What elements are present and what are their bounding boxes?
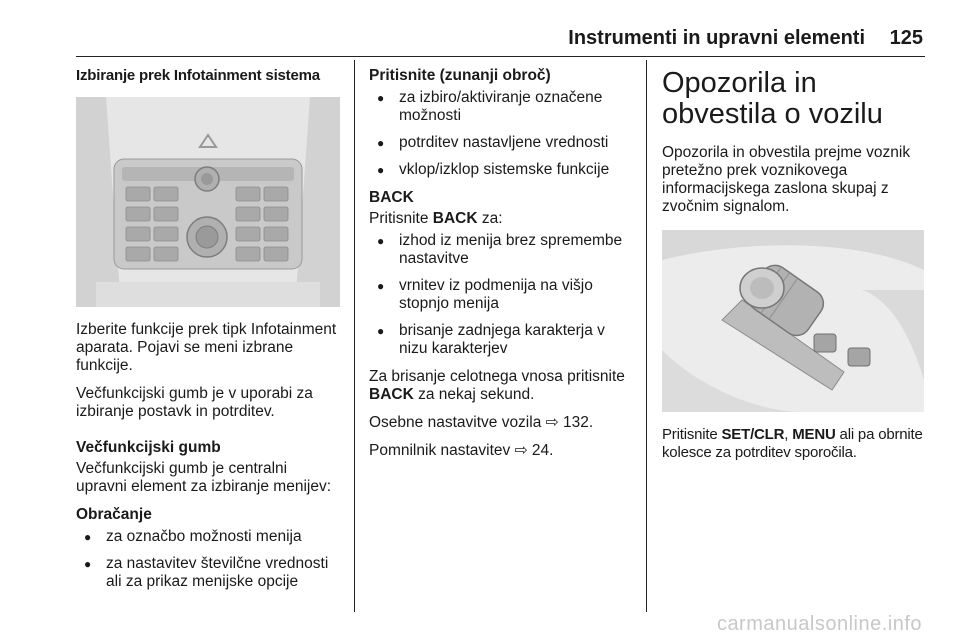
column-1: [76, 60, 342, 601]
list-item: ● za označbo možnosti menija: [76, 528, 342, 546]
section-heading-warnings: Opozorila in obvestila o vozilu: [662, 67, 883, 130]
key-label-menu: MENU: [792, 426, 836, 443]
list-press: [369, 89, 637, 179]
paragraph-settings-memory: [369, 442, 637, 460]
page-header: [0, 0, 960, 60]
list-item: ● potrditev nastavljene vrednosti: [369, 134, 637, 152]
page-reference-link[interactable]: 132.: [562, 414, 594, 431]
paragraph-press-back: [369, 210, 637, 228]
text-fragment: Pomnilnik nastavitev: [369, 442, 511, 459]
section-heading-infotainment: Izbiranje prek Infotainment sistema: [76, 67, 320, 84]
column-divider-left: [354, 60, 355, 612]
page-reference-link[interactable]: 24.: [531, 442, 554, 459]
text-fragment: za nekaj sekund.: [413, 386, 535, 403]
page-number: 125: [889, 27, 923, 49]
list-back: [369, 232, 637, 358]
page-reference-arrow-icon: ⇨: [545, 414, 559, 431]
key-label-back: BACK: [369, 386, 414, 403]
list-item: ● za nastavitev številčne vrednosti ali za prikaz menijske opcije: [76, 555, 342, 591]
paragraph-multifunction-usage: Večfunkcijski gumb je v uporabi za izbiranje postavk in potrditev.: [76, 385, 313, 420]
paragraph-warnings-intro: Opozorila in obvestila prejme voznik pretežno prek voznikovega informacijskega zaslona skupaj z zvočnim signalom.: [662, 144, 911, 215]
list-item: ● vrnitev iz podmenija na višjo stopnjo menija: [369, 277, 637, 313]
subheading-multifunction-knob: Večfunkcijski gumb: [76, 439, 221, 456]
subheading-back: BACK: [369, 189, 414, 206]
text-fragment: Pritisnite: [662, 426, 722, 443]
subheading-press-outer-ring: Pritisnite (zunanji obroč): [369, 67, 551, 84]
key-label-set-clr: SET/CLR: [721, 426, 785, 443]
list-item: ● izhod iz menija brez spremembe nastavitve: [369, 232, 637, 268]
text-fragment: za:: [477, 210, 503, 227]
paragraph-delete-entry: [369, 368, 637, 404]
column-divider-right: [646, 60, 647, 612]
text-fragment: Osebne nastavitve vozila: [369, 414, 542, 431]
column-3: [662, 60, 926, 472]
paragraph-multifunction-central: Večfunkcijski gumb je centralni upravni element za izbiranje menijev:: [76, 460, 332, 495]
stalk-control-image: [662, 230, 924, 412]
list-item: ● brisanje zadnjega karakterja v nizu karakterjev: [369, 322, 637, 358]
list-item: ● za izbiro/aktiviranje označene možnosti: [369, 89, 637, 125]
key-label-back: BACK: [432, 210, 478, 227]
header-title: Instrumenti in upravni elementi: [568, 27, 865, 49]
text-fragment: Pritisnite: [369, 210, 433, 227]
text-fragment: ,: [784, 426, 793, 443]
infotainment-panel-image: [76, 97, 340, 307]
text-fragment: ali pa obrnite kolesce za potrditev sporočila.: [662, 426, 923, 461]
stalk-control-figure: [662, 230, 924, 412]
watermark: carmanualsonline.info: [716, 613, 922, 635]
paragraph-vehicle-settings: [369, 414, 637, 432]
column-2: [369, 60, 637, 470]
paragraph-confirm-message: [662, 426, 926, 462]
header-rule: [76, 56, 925, 57]
list-item: ● vklop/izklop sistemske funkcije: [369, 161, 637, 179]
paragraph-select-functions: Izberite funkcije prek tipk Infotainment aparata. Pojavi se meni izbrane funkcije.: [76, 321, 337, 374]
infotainment-panel-figure: [76, 97, 340, 307]
subheading-turning: Obračanje: [76, 506, 152, 523]
text-fragment: Za brisanje celotnega vnosa pritisnite: [369, 368, 625, 385]
list-turning: [76, 528, 342, 591]
page-reference-arrow-icon: ⇨: [514, 442, 528, 459]
